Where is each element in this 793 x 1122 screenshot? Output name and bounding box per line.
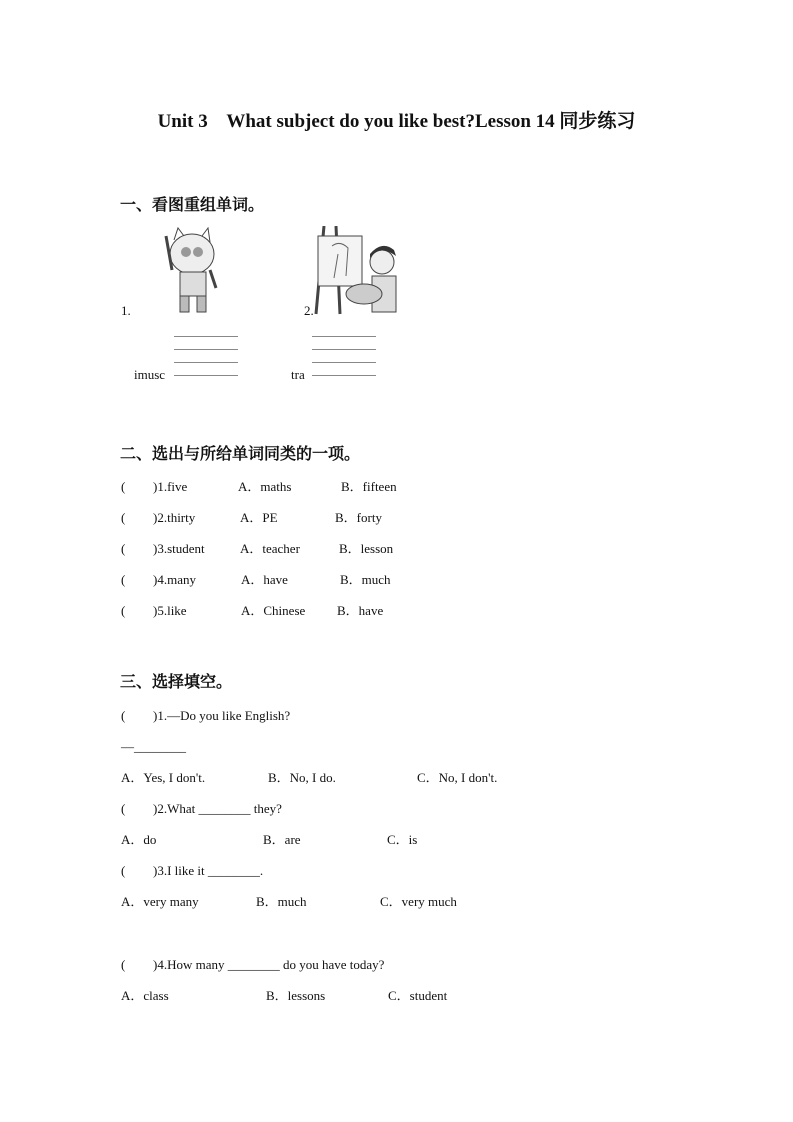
question-3: )3.I like it ________. <box>153 863 264 878</box>
option-a: A．Yes, I don't. <box>121 770 206 785</box>
option-c: C．No, I don't. <box>417 770 498 785</box>
answer-paren: ( <box>121 510 126 525</box>
scrambled-word-1: imusc <box>134 367 166 382</box>
answer-paren: ( <box>121 863 126 878</box>
boy-painting-image <box>312 226 404 316</box>
answer-line <box>174 349 238 350</box>
page-title: Unit 3 What subject do you like best?Lesson 14 同步练习 <box>157 111 636 132</box>
question-word: )1.five <box>153 479 188 494</box>
question-word: )5.like <box>153 603 187 618</box>
answer-line <box>174 375 238 376</box>
question-2: )2.What ________ they? <box>153 801 282 816</box>
option-c: C．student <box>388 988 448 1003</box>
option-a: A．have <box>241 572 288 587</box>
option-c: C．is <box>387 832 418 847</box>
option-a: A．very many <box>121 894 199 909</box>
answer-blank: —________ <box>121 739 186 754</box>
question-1: )1.—Do you like English? <box>153 708 291 723</box>
item-1-number: 1. <box>121 303 131 318</box>
option-a: A．maths <box>238 479 292 494</box>
item-2-number: 2. <box>304 303 314 318</box>
question-word: )2.thirty <box>153 510 196 525</box>
option-c: C．very much <box>380 894 457 909</box>
answer-line <box>174 336 238 337</box>
option-b: B．are <box>263 832 301 847</box>
answer-line <box>312 375 376 376</box>
question-word: )3.student <box>153 541 205 556</box>
section-2-heading: 二、选出与所给单词同类的一项。 <box>120 444 361 463</box>
option-a: A．Chinese <box>241 603 306 618</box>
option-a: A．do <box>121 832 157 847</box>
answer-line <box>312 362 376 363</box>
answer-paren: ( <box>121 708 126 723</box>
answer-paren: ( <box>121 479 126 494</box>
option-a: A．class <box>121 988 169 1003</box>
section-1-heading: 一、看图重组单词。 <box>120 195 265 214</box>
question-word: )4.many <box>153 572 196 587</box>
option-a: A．teacher <box>240 541 300 556</box>
option-b: B．lessons <box>266 988 326 1003</box>
cat-singing-image <box>152 226 230 316</box>
option-a: A．PE <box>240 510 278 525</box>
answer-line <box>312 336 376 337</box>
question-4: )4.How many ________ do you have today? <box>153 957 385 972</box>
option-b: B．fifteen <box>341 479 397 494</box>
answer-paren: ( <box>121 801 126 816</box>
option-b: B．much <box>256 894 307 909</box>
option-b: B．forty <box>335 510 382 525</box>
answer-paren: ( <box>121 603 126 618</box>
section-3-heading: 三、选择填空。 <box>120 672 233 691</box>
option-b: B．have <box>337 603 384 618</box>
answer-paren: ( <box>121 572 126 587</box>
option-b: B．lesson <box>339 541 394 556</box>
answer-line <box>174 362 238 363</box>
option-b: B．No, I do. <box>268 770 336 785</box>
option-b: B．much <box>340 572 391 587</box>
answer-line <box>312 349 376 350</box>
scrambled-word-2: tra <box>291 367 305 382</box>
answer-paren: ( <box>121 957 126 972</box>
answer-paren: ( <box>121 541 126 556</box>
